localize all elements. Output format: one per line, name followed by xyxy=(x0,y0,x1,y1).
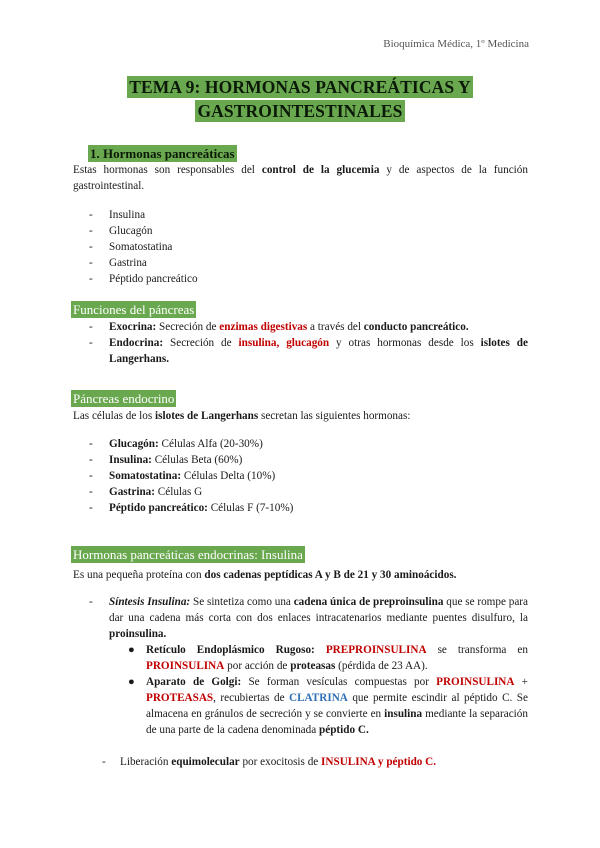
list-item-liberacion: - Liberación equimolecular por exocitosis de INSULINA y péptido C. xyxy=(102,756,437,768)
title-line-1: TEMA 9: HORMONAS PANCREÁTICAS Y xyxy=(129,77,471,97)
list-item-golgi: ● Aparato de Golgi: Se forman vesículas compuestas por PROINSULINA + PROTEASAS, recubiertas de CLATRINA que permite escindir al péptido C. Se almacena en gránulos de secreción y se convierte en insulina mediante la separación de una parte de la cadena denominada péptido C. xyxy=(128,676,528,736)
hormone-list xyxy=(73,207,528,287)
list-item: - Gastrina: Células G xyxy=(89,486,203,498)
page-header: Bioquímica Médica, 1º Medicina xyxy=(383,38,529,50)
list-item: - Somatostatina: Células Delta (10%) xyxy=(89,470,276,482)
liberacion-list xyxy=(92,754,528,770)
section-heading-hormonas-pancreaticas: 1. Hormonas pancreáticas xyxy=(90,146,235,161)
list-item: - Glucagón: Células Alfa (20-30%) xyxy=(89,438,263,450)
title-line-2: GASTROINTESTINALES xyxy=(197,101,403,121)
list-item: - Péptido pancreático: Células F (7-10%) xyxy=(89,502,294,514)
cell-type-list xyxy=(73,436,528,516)
list-item-exocrina: - Exocrina: Secreción de enzimas digestivas a través del conducto pancreático. xyxy=(89,321,469,333)
list-item: - Somatostatina xyxy=(89,241,173,253)
list-item-endocrina: - Endocrina: Secreción de insulina, glucagón y otras hormonas desde los islotes de Langerhans. xyxy=(89,337,528,365)
section-3-intro: Las células de los islotes de Langerhans secretan las siguientes hormonas: xyxy=(73,410,411,422)
sintesis-steps xyxy=(128,642,528,738)
page-title xyxy=(0,76,600,122)
list-item: - Insulina xyxy=(89,209,146,221)
list-item: - Glucagón xyxy=(89,225,153,237)
list-item: - Gastrina xyxy=(89,257,147,269)
funciones-list xyxy=(73,319,528,367)
section-4-intro: Es una pequeña proteína con dos cadenas peptídicas A y B de 21 y 30 aminoácidos. xyxy=(73,569,457,581)
section-heading-funciones: Funciones del páncreas xyxy=(73,302,195,317)
section-1-intro: Estas hormonas son responsables del control de la glucemia y de aspectos de la función gastrointestinal. xyxy=(73,164,528,192)
list-item-sintesis: - Síntesis Insulina: Se sintetiza como una cadena única de preproinsulina que se rompe para dar una cadena más corta con dos enlaces intracatenarios mediante puentes disulfuro, la proinsulina. xyxy=(89,596,528,640)
section-heading-pancreas-endocrino: Páncreas endocrino xyxy=(73,391,175,406)
sintesis-list xyxy=(73,594,528,642)
list-item: - Péptido pancreático xyxy=(89,273,198,285)
section-heading-insulina: Hormonas pancreáticas endocrinas: Insulina xyxy=(73,547,303,562)
list-item-rer: ● Retículo Endoplásmico Rugoso: PREPROINSULINA se transforma en PROINSULINA por acción de proteasas (pérdida de 23 AA). xyxy=(128,644,528,672)
list-item: - Insulina: Células Beta (60%) xyxy=(89,454,243,466)
